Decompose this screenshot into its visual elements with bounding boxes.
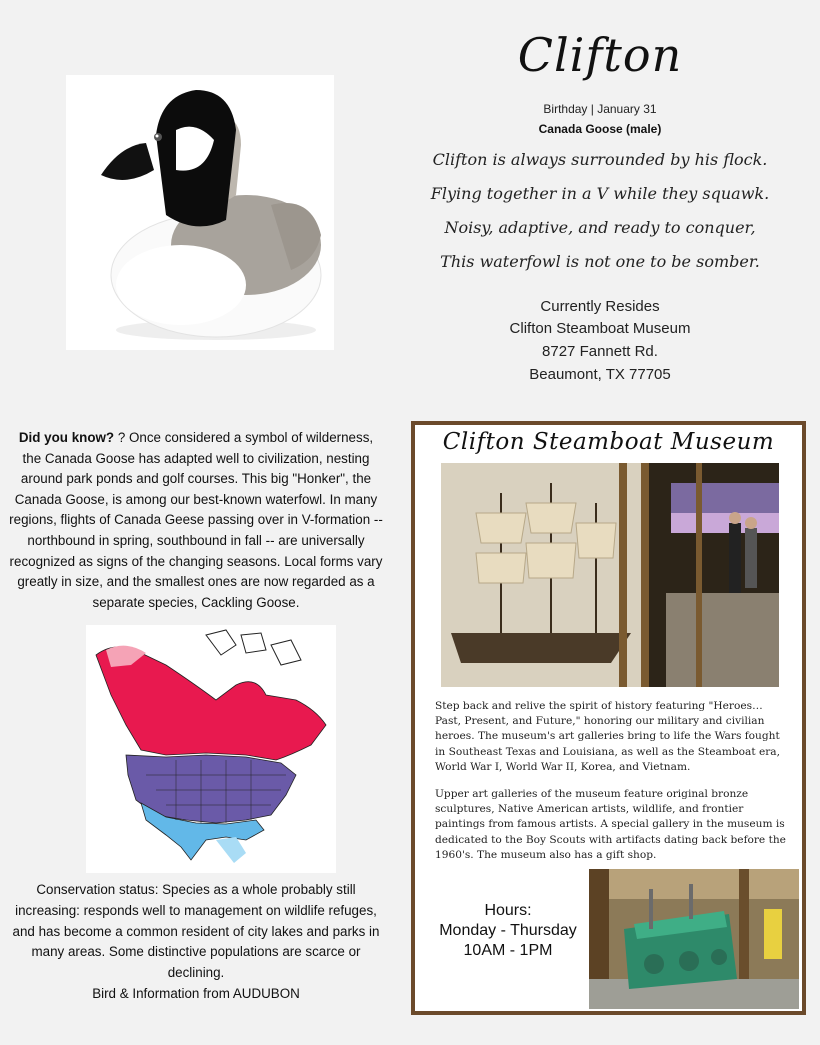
did-you-know-text: ? Once considered a symbol of wilderness, the Canada Goose has adapted well to civilization, nesting around park ponds and golf courses. This big "Honker", the Canada Goose, is among our best-known waterfowl. In many regions, flights of Canada Geese passing over in V-formation -- northbound in spring, southbound in fall -- are universally recognized as signs of the changing seasons. Local forms vary greatly in size, and the smallest ones are now regarded as a separate species, Cackling Goose. — [9, 430, 383, 610]
museum-title: Clifton Steamboat Museum — [442, 429, 775, 455]
conservation-status — [8, 880, 384, 1005]
museum-galleries-description: Upper art galleries of the museum feature original bronze sculptures, Native American artists, wildlife, and frontier paintings from famous artists. A special gallery in the museum is dedicated to the Boy Scouts with artifacts dating back before the 1960's. The museum also has a gift shop. — [435, 788, 786, 861]
hours-time: 10AM - 1PM — [463, 942, 553, 959]
residence-city: Beaumont, TX 77705 — [529, 366, 671, 383]
museum-gallery-photo — [441, 463, 779, 687]
canada-goose-plush-image — [66, 75, 334, 350]
steam-engine-photo — [589, 869, 799, 1009]
birthday-line: Birthday | January 31 — [543, 102, 657, 116]
museum-description: Step back and relive the spirit of history featuring "Heroes… Past, Present, and Future," honoring our military and civilian heroes. The museum's art galleries bring to life the Wars fought in Southeast Texas and Louisiana, as well as the Steamboat era, World War I, World War II, Korea, and Vietnam. — [435, 700, 780, 773]
museum-hours — [423, 901, 593, 961]
poem-line: Noisy, adaptive, and ready to conquer, — [444, 218, 756, 237]
poem-line: This waterfowl is not one to be somber. — [440, 252, 760, 271]
did-you-know-paragraph — [8, 428, 384, 613]
poem-line: Flying together in a V while they squawk. — [430, 184, 770, 203]
hours-label: Hours: — [484, 902, 532, 919]
conservation-text: Conservation status: Species as a whole probably still increasing: responds well to management on wildlife refuges, and has become a common resident of city lakes and parks in many areas. Some distinctive populations are scarce or declining. — [12, 882, 380, 981]
name-title: Clifton — [517, 28, 683, 82]
range-map-image — [86, 625, 336, 873]
did-you-know-label: Did you know? — [18, 430, 115, 445]
source-credit: Bird & Information from AUDUBON — [92, 985, 300, 1001]
hours-days: Monday - Thursday — [439, 922, 577, 939]
residence-place: Clifton Steamboat Museum — [509, 320, 691, 337]
museum-panel — [411, 421, 806, 1015]
residence-heading: Currently Resides — [540, 298, 660, 315]
species-line: Canada Goose (male) — [538, 122, 662, 136]
residence-street: 8727 Fannett Rd. — [542, 343, 658, 360]
poem-line: Clifton is always surrounded by his flock. — [432, 150, 768, 169]
